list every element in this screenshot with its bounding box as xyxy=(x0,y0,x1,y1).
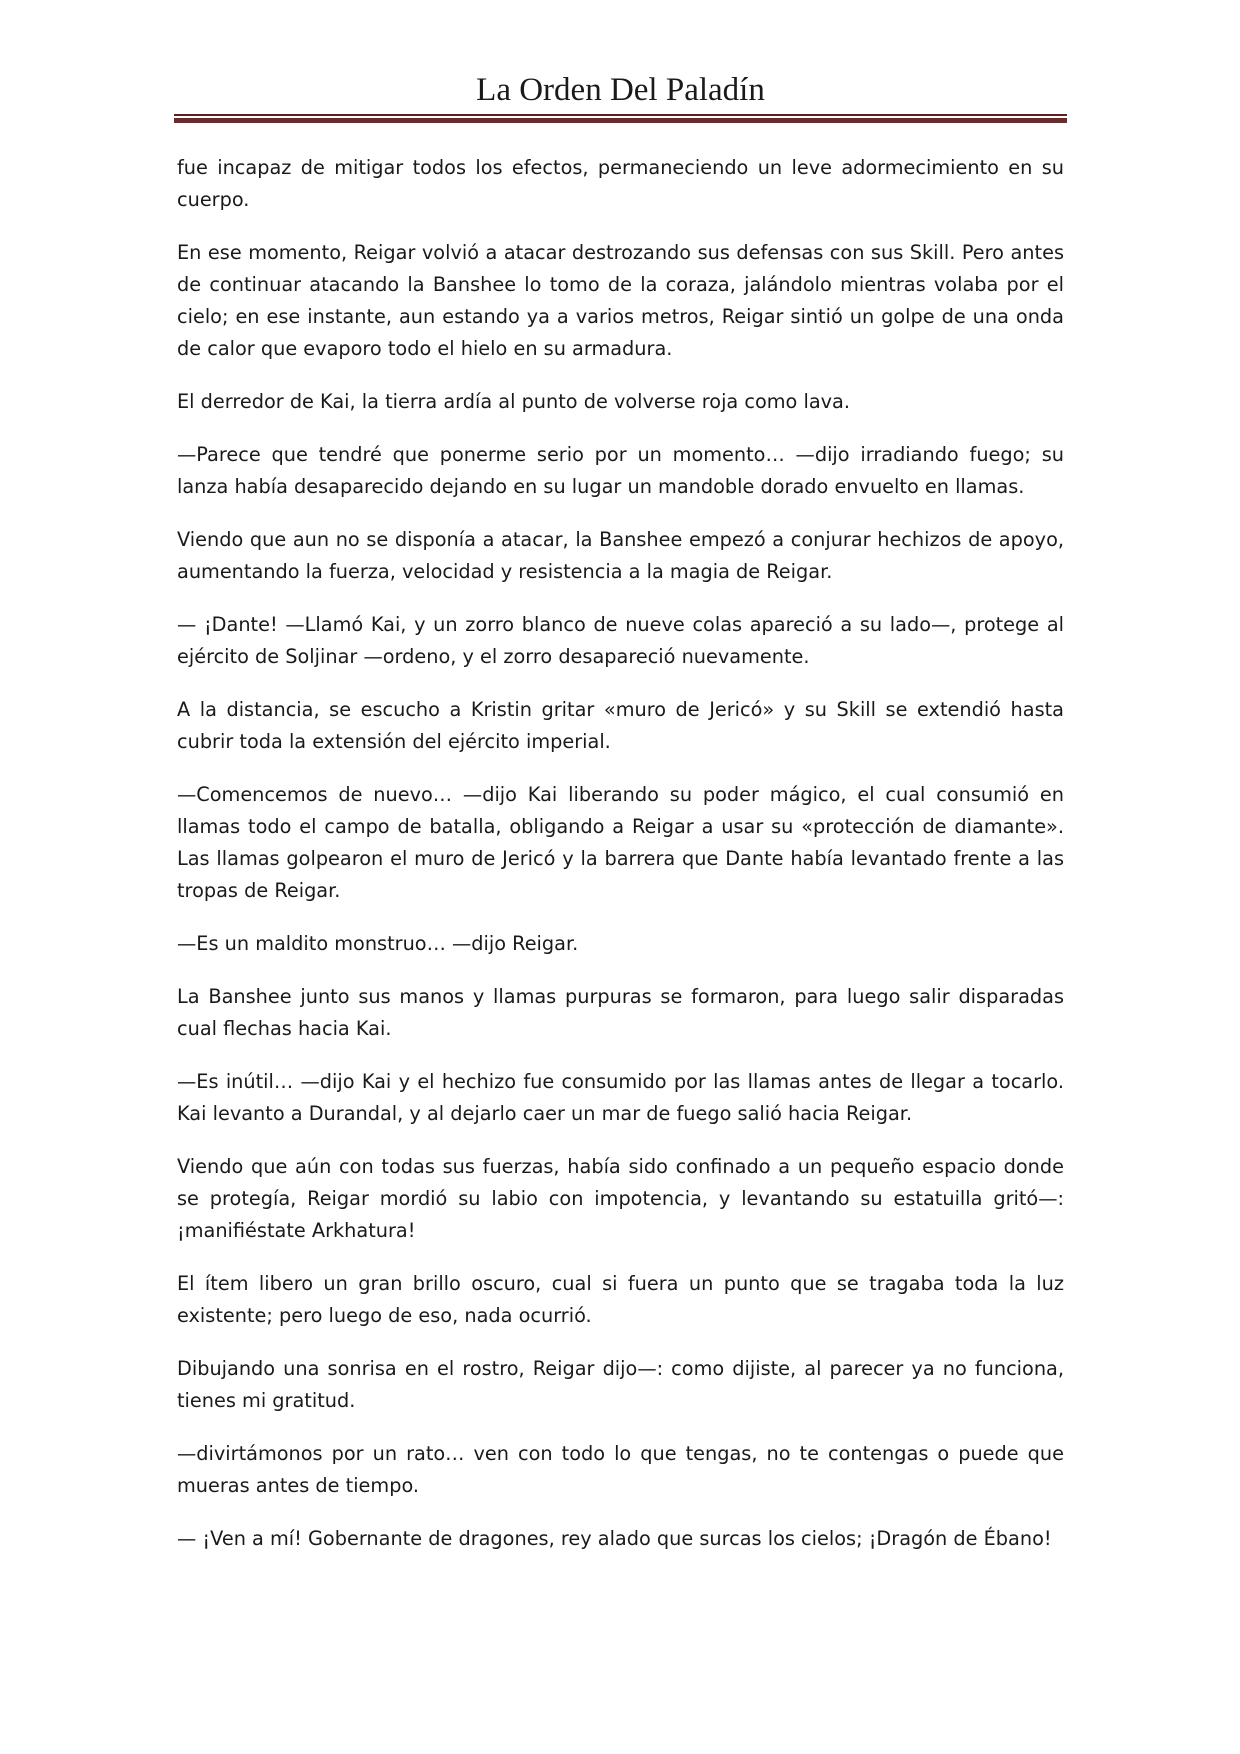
paragraph: El ítem libero un gran brillo oscuro, cual si fuera un punto que se tragaba toda la luz existente; pero luego de eso, nada ocurrió. xyxy=(177,1272,1064,1327)
paragraph: El derredor de Kai, la tierra ardía al punto de volverse roja como lava. xyxy=(177,390,850,413)
paragraph: — ¡Dante! —Llamó Kai, y un zorro blanco de nueve colas apareció a su lado—, protege al ejército de Soljinar —ordeno, y el zorro desapareció nuevamente. xyxy=(177,613,1064,668)
body-text xyxy=(177,152,1064,1576)
paragraph: Viendo que aún con todas sus fuerzas, había sido confinado a un pequeño espacio donde se protegía, Reigar mordió su labio con impotencia, y levantando su estatuilla gritó—: ¡manifiéstate Arkhatura! xyxy=(177,1155,1064,1242)
paragraph: Viendo que aun no se disponía a atacar, la Banshee empezó a conjurar hechizos de apoyo, aumentando la fuerza, velocidad y resistencia a la magia de Reigar. xyxy=(177,528,1064,583)
paragraph: — ¡Ven a mí! Gobernante de dragones, rey alado que surcas los cielos; ¡Dragón de Ébano! xyxy=(177,1527,1052,1550)
paragraph: Dibujando una sonrisa en el rostro, Reigar dijo—: como dijiste, al parecer ya no funciona, tienes mi gratitud. xyxy=(177,1357,1064,1412)
header-rule-thick xyxy=(174,118,1067,123)
paragraph: A la distancia, se escucho a Kristin gritar «muro de Jericó» y su Skill se extendió hasta cubrir toda la extensión del ejército imperial. xyxy=(177,698,1064,753)
paragraph: —divirtámonos por un rato… ven con todo lo que tengas, no te contengas o puede que mueras antes de tiempo. xyxy=(177,1442,1064,1497)
paragraph: La Banshee junto sus manos y llamas purpuras se formaron, para luego salir disparadas cual flechas hacia Kai. xyxy=(177,985,1064,1040)
page-header-title: La Orden Del Paladín xyxy=(476,72,765,108)
paragraph: —Comencemos de nuevo… —dijo Kai liberando su poder mágico, el cual consumió en llamas todo el campo de batalla, obligando a Reigar a usar su «protección de diamante». Las llamas golpearon el muro de Jericó y la barrera que Dante había levantado frente a las tropas de Reigar. xyxy=(177,783,1064,902)
paragraph: —Es un maldito monstruo… —dijo Reigar. xyxy=(177,932,579,955)
header-rule-thin xyxy=(174,114,1067,116)
paragraph: —Es inútil… —dijo Kai y el hechizo fue consumido por las llamas antes de llegar a tocarlo. Kai levanto a Durandal, y al dejarlo caer un mar de fuego salió hacia Reigar. xyxy=(177,1070,1064,1125)
paragraph: fue incapaz de mitigar todos los efectos, permaneciendo un leve adormecimiento en su cuerpo. xyxy=(177,156,1064,211)
paragraph: —Parece que tendré que ponerme serio por un momento… —dijo irradiando fuego; su lanza había desaparecido dejando en su lugar un mandoble dorado envuelto en llamas. xyxy=(177,443,1064,498)
paragraph: En ese momento, Reigar volvió a atacar destrozando sus defensas con sus Skill. Pero antes de continuar atacando la Banshee lo tomo de la coraza, jalándolo mientras volaba por el cielo; en ese instante, aun estando ya a varios metros, Reigar sintió un golpe de una onda de calor que evaporo todo el hielo en su armadura. xyxy=(177,241,1064,360)
